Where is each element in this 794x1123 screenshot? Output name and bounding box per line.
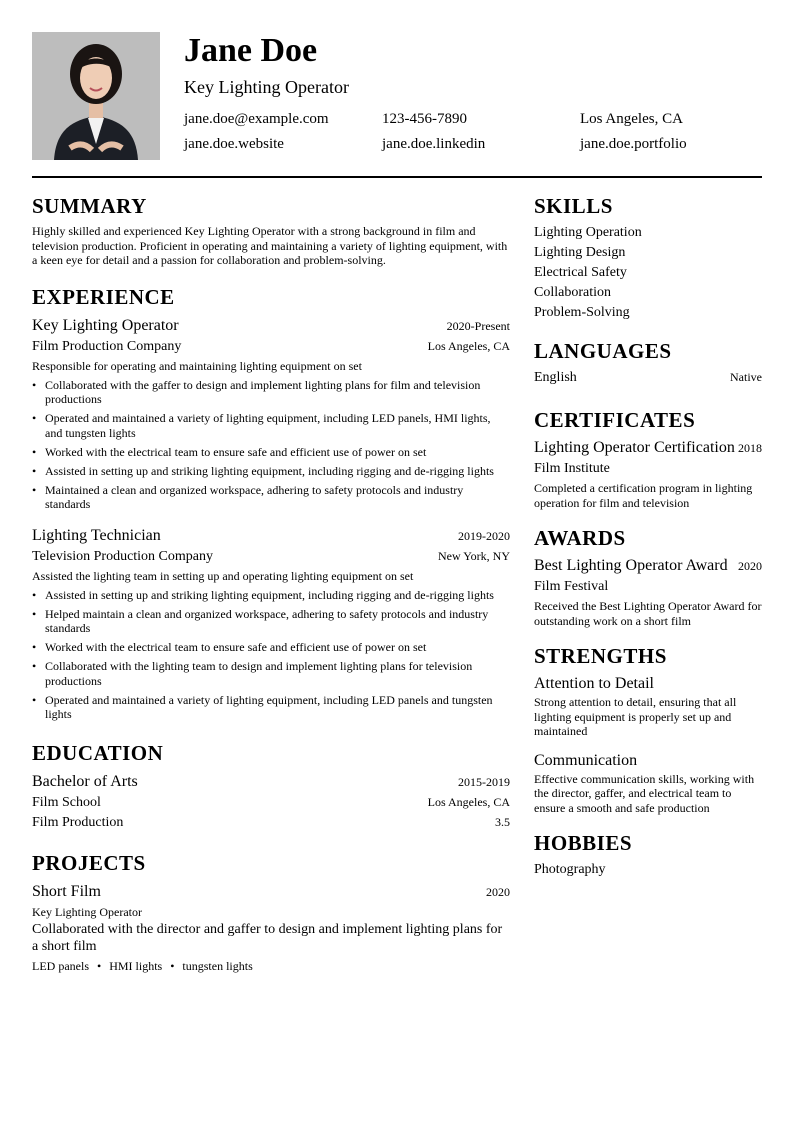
summary-section xyxy=(32,193,510,268)
job-bullets xyxy=(32,588,510,722)
certificate-name: Lighting Operator Certification xyxy=(534,439,735,456)
education-field: Film Production xyxy=(32,814,124,830)
job-bullets xyxy=(32,378,510,512)
experience-heading: EXPERIENCE xyxy=(32,284,175,309)
experience-entry xyxy=(32,316,510,512)
job-company: Television Production Company xyxy=(32,548,214,564)
hobbies-heading: HOBBIES xyxy=(534,831,633,855)
language-name: English xyxy=(534,370,577,385)
certificate-issuer: Film Institute xyxy=(534,461,610,476)
contact-phone[interactable]: 123-456-7890 xyxy=(382,111,467,127)
language-level: Native xyxy=(730,370,762,384)
education-degree: Bachelor of Arts xyxy=(32,772,138,790)
languages-section xyxy=(534,338,762,387)
education-location: Los Angeles, CA xyxy=(427,794,510,809)
skills-section xyxy=(534,193,762,323)
certificate-year: 2018 xyxy=(738,441,762,455)
award-year: 2020 xyxy=(738,559,762,573)
job-bullet: • Assisted in setting up and striking lighting equipment, including rigging and de-rigging lights xyxy=(32,588,510,603)
projects-heading: PROJECTS xyxy=(32,850,146,875)
job-bullet: • Collaborated with the lighting team to design and implement lighting plans for television productions xyxy=(32,659,510,688)
job-bullet: • Maintained a clean and organized workspace, adhering to safety protocols and industry standards xyxy=(32,483,510,512)
project-tag: HMI lights xyxy=(109,959,163,973)
projects-section xyxy=(32,850,510,974)
awards-heading: AWARDS xyxy=(534,526,626,550)
profile-photo-illustration xyxy=(32,32,160,160)
job-bullet: • Assisted in setting up and striking lighting equipment, including rigging and de-rigging lights xyxy=(32,464,510,479)
project-tag: tungsten lights xyxy=(182,959,253,973)
strength-item xyxy=(534,674,762,739)
job-location: New York, NY xyxy=(437,548,510,563)
job-description: Assisted the lighting team in setting up and operating lighting equipment on set xyxy=(32,568,414,583)
contact-linkedin[interactable]: jane.doe.linkedin xyxy=(382,136,486,152)
education-dates: 2015-2019 xyxy=(458,774,510,789)
award-issuer: Film Festival xyxy=(534,579,609,594)
job-company: Film Production Company xyxy=(32,338,182,354)
education-section xyxy=(32,740,510,832)
summary-heading: SUMMARY xyxy=(32,194,147,218)
job-role: Lighting Technician xyxy=(32,526,161,544)
contact-email[interactable]: jane.doe@example.com xyxy=(184,111,329,127)
strengths-section xyxy=(534,643,762,815)
certificates-section xyxy=(534,407,762,510)
job-bullet: • Operated and maintained a variety of lighting equipment, including LED panels, HMI lights, and tungsten lights xyxy=(32,411,510,440)
skill-item: Collaboration xyxy=(534,285,611,300)
header-divider xyxy=(32,176,762,178)
strength-title: Communication xyxy=(534,751,638,769)
hobbies-section xyxy=(534,830,762,880)
skill-item: Electrical Safety xyxy=(534,265,627,280)
education-heading: EDUCATION xyxy=(32,740,164,765)
candidate-name: Jane Doe xyxy=(184,32,318,69)
project-name: Short Film xyxy=(32,882,101,900)
tag-separator: • xyxy=(170,959,175,973)
right-column xyxy=(534,193,762,880)
contact-website[interactable]: jane.doe.website xyxy=(184,136,284,152)
tag-separator: • xyxy=(96,959,102,973)
strength-text: Strong attention to detail, ensuring that all lighting equipment is properly set up and maintained xyxy=(534,695,737,738)
awards-section xyxy=(534,525,762,628)
contact-location: Los Angeles, CA xyxy=(580,111,683,127)
left-column xyxy=(32,193,510,974)
job-bullet: • Worked with the electrical team to ensure safe and efficient use of power on set xyxy=(32,445,510,460)
job-bullet: • Collaborated with the gaffer to design and implement lighting plans for film and television productions xyxy=(32,378,510,407)
job-dates: 2020-Present xyxy=(446,318,510,333)
candidate-title: Key Lighting Operator xyxy=(184,77,349,97)
hobby-item: Photography xyxy=(534,862,606,877)
job-location: Los Angeles, CA xyxy=(427,338,510,353)
profile-photo xyxy=(32,32,160,160)
certificate-description: Completed a certification program in lighting operation for film and television xyxy=(534,481,753,510)
job-bullet: • Operated and maintained a variety of lighting equipment, including LED panels and tungsten lights xyxy=(32,693,510,722)
languages-heading: LANGUAGES xyxy=(534,339,672,363)
job-dates: 2019-2020 xyxy=(458,528,510,543)
project-role: Key Lighting Operator xyxy=(32,904,142,919)
award-name: Best Lighting Operator Award xyxy=(534,557,728,574)
skill-item: Lighting Design xyxy=(534,245,626,260)
education-school: Film School xyxy=(32,794,101,810)
resume-header xyxy=(32,32,762,160)
job-description: Responsible for operating and maintaining lighting equipment on set xyxy=(32,358,362,373)
summary-text: Highly skilled and experienced Key Lighting Operator with a strong background in film and television production. Proficient in operating and maintaining a variety of lighting equipment, with a keen eye for detail and a passion for collaboration and problem-solving. xyxy=(32,224,508,267)
education-gpa: 3.5 xyxy=(495,814,510,829)
project-tags xyxy=(32,959,510,974)
skills-heading: SKILLS xyxy=(534,194,613,218)
strength-item xyxy=(534,751,762,816)
award-description: Received the Best Lighting Operator Award for outstanding work on a short film xyxy=(534,599,762,628)
contact-portfolio[interactable]: jane.doe.portfolio xyxy=(580,136,687,152)
strengths-heading: STRENGTHS xyxy=(534,644,667,668)
job-bullet: • Helped maintain a clean and organized workspace, adhering to safety protocols and industry standards xyxy=(32,607,510,636)
project-description: Collaborated with the director and gaffer to design and implement lighting plans for a short film xyxy=(32,922,503,954)
project-entry xyxy=(32,882,510,974)
certificates-heading: CERTIFICATES xyxy=(534,408,696,432)
project-date: 2020 xyxy=(486,884,510,899)
skill-item: Problem-Solving xyxy=(534,305,630,320)
strength-title: Attention to Detail xyxy=(534,675,654,692)
job-bullet: • Worked with the electrical team to ensure safe and efficient use of power on set xyxy=(32,640,510,655)
job-role: Key Lighting Operator xyxy=(32,316,179,334)
experience-entry xyxy=(32,526,510,722)
strength-text: Effective communication skills, working with the director, gaffer, and electrical team to ensure a smooth and safe production xyxy=(534,771,755,815)
project-tag: LED panels xyxy=(32,959,89,973)
skill-item: Lighting Operation xyxy=(534,225,642,240)
experience-section xyxy=(32,284,510,722)
